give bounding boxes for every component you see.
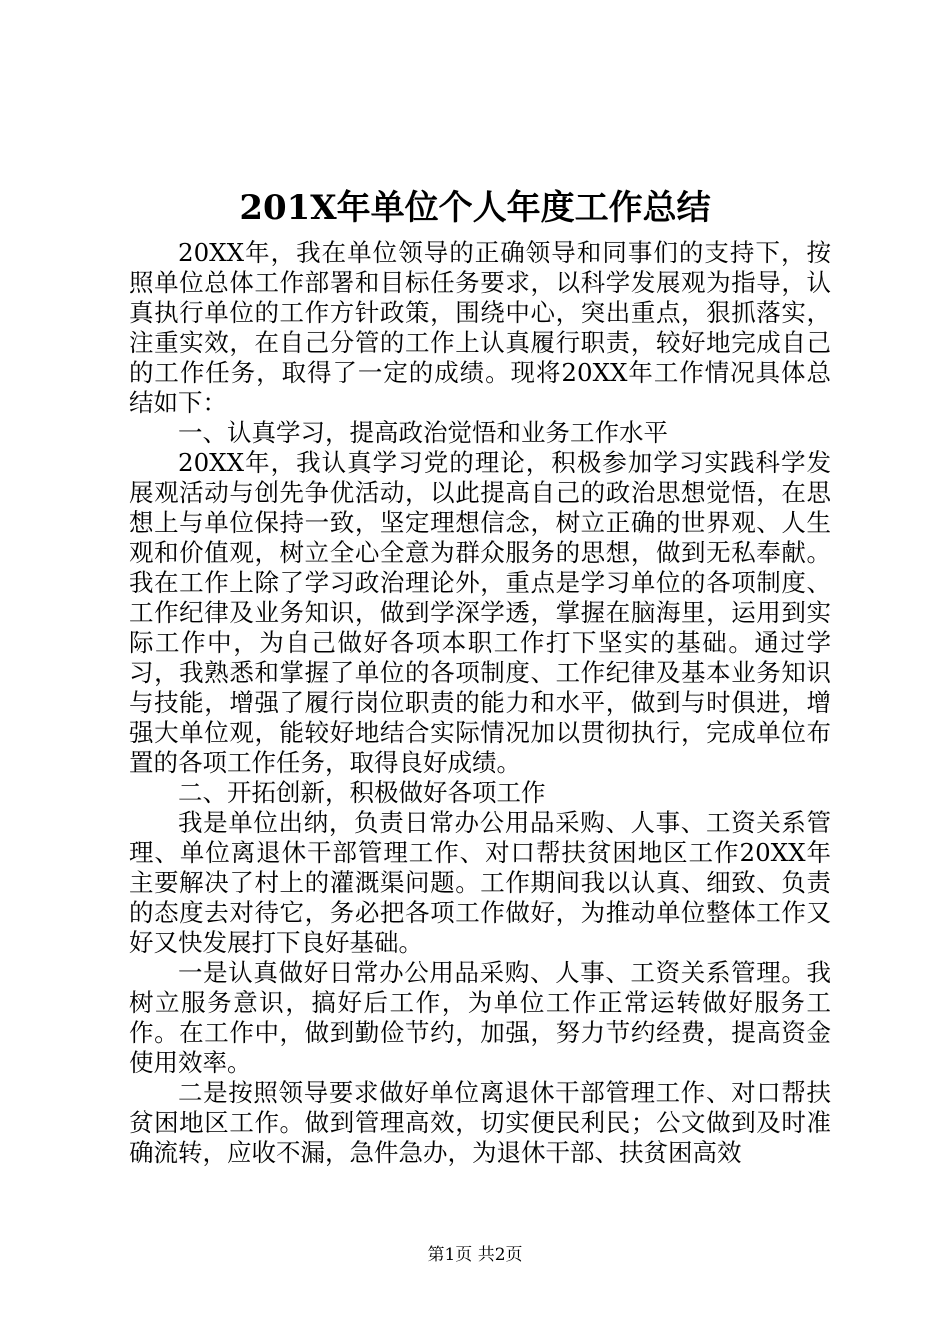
paragraph-point-2: 二是按照领导要求做好单位离退休干部管理工作、对口帮扶贫困地区工作。做到管理高效，切实便民利民；公文做到及时准确流转，应收不漏，急件急办，为退休干部、扶贫困高效 (129, 1078, 831, 1167)
page-number: 第1页 共2页 (427, 1245, 523, 1265)
paragraph-duties: 我是单位出纳，负责日常办公用品采购、人事、工资关系管理、单位离退休干部管理工作、对口帮扶贫困地区工作20XX年主要解决了村上的灌溉渠问题。工作期间我以认真、细致、负责的态度去对待它，务必把各项工作做好，为推动单位整体工作又好又快发展打下良好基础。 (129, 808, 831, 957)
section-heading-2: 二、开拓创新，积极做好各项工作 (178, 778, 546, 807)
section-heading-1: 一、认真学习，提高政治觉悟和业务工作水平 (178, 418, 668, 447)
paragraph-point-1: 一是认真做好日常办公用品采购、人事、工资关系管理。我树立服务意识，搞好后工作，为单位工作正常运转做好服务工作。在工作中，做到勤俭节约，加强，努力节约经费，提高资金使用效率。 (129, 958, 831, 1077)
document-title: 201X年单位个人年度工作总结 (239, 188, 711, 228)
paragraph-study: 20XX年，我认真学习党的理论，积极参加学习实践科学发展观活动与创先争优活动，以此提高自己的政治思想觉悟，在思想上与单位保持一致，坚定理想信念，树立正确的世界观、人生观和价值观，树立全心全意为群众服务的思想，做到无私奉献。我在工作上除了学习政治理论外，重点是学习单位的各项制度、工作纪律及业务知识，做到学深学透，掌握在脑海里，运用到实际工作中，为自己做好各项本职工作打下坚实的基础。通过学习，我熟悉和掌握了单位的各项制度、工作纪律及基本业务知识与技能，增强了履行岗位职责的能力和水平，做到与时俱进，增强大单位观，能较好地结合实际情况加以贯彻执行，完成单位布置的各项工作任务，取得良好成绩。 (129, 448, 831, 777)
paragraph-intro: 20XX年，我在单位领导的正确领导和同事们的支持下，按照单位总体工作部署和目标任务要求，以科学发展观为指导，认真执行单位的工作方针政策，围绕中心，突出重点，狠抓落实，注重实效，在自己分管的工作上认真履行职责，较好地完成自己的工作任务，取得了一定的成绩。现将20XX年工作情况具体总结如下： (129, 238, 831, 417)
document-body (129, 238, 831, 1168)
